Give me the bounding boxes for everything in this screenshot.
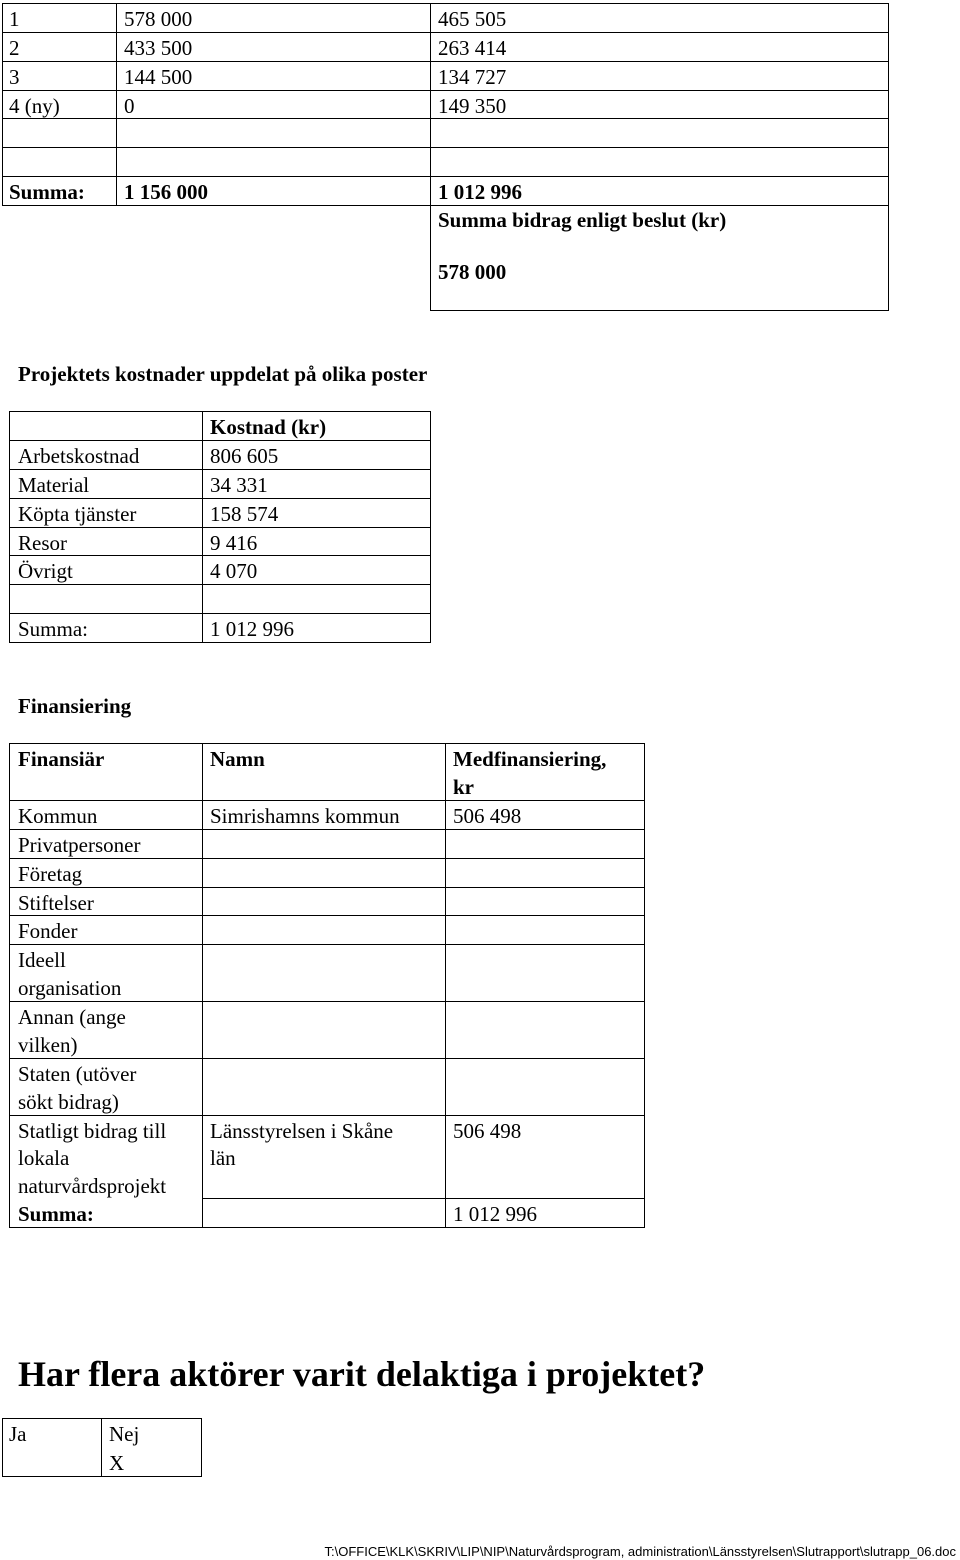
financing-row-name: Simrishamns kommun bbox=[210, 804, 400, 828]
summary-row-label: 3 bbox=[9, 65, 20, 89]
financing-row-financier-cont: naturvårdsprojekt bbox=[18, 1174, 167, 1198]
costs-row-label: Resor bbox=[18, 531, 67, 555]
actors-no-label: Nej bbox=[109, 1422, 140, 1446]
financing-row-financier: Privatpersoner bbox=[18, 833, 141, 857]
summary-row-value: 263 414 bbox=[438, 36, 507, 60]
costs-title: Projektets kostnader uppdelat på olika poster bbox=[18, 362, 428, 386]
costs-row-value: 158 574 bbox=[210, 502, 279, 526]
financing-row-financier-cont: lokala bbox=[18, 1146, 70, 1170]
financing-row-amount: 506 498 bbox=[453, 1119, 522, 1143]
costs-row-value: 9 416 bbox=[210, 531, 258, 555]
summary-row-label: 1 bbox=[9, 7, 20, 31]
summary-row-label: 4 (ny) bbox=[9, 94, 60, 118]
summary-row-value: 134 727 bbox=[438, 65, 507, 89]
summary-row-value: 149 350 bbox=[438, 94, 507, 118]
summary-total-value: 1 156 000 bbox=[124, 180, 208, 204]
summary-row-label: 2 bbox=[9, 36, 20, 60]
actors-yes-label: Ja bbox=[9, 1422, 27, 1446]
costs-row-label: Övrigt bbox=[18, 559, 73, 583]
financing-header-amount-unit: kr bbox=[453, 775, 474, 799]
summary-row-value: 433 500 bbox=[124, 36, 193, 60]
costs-row-value: 4 070 bbox=[210, 559, 258, 583]
summary-row-value: 465 505 bbox=[438, 7, 507, 31]
summary-total-label: Summa: bbox=[9, 180, 85, 204]
financing-row-financier-cont: organisation bbox=[18, 976, 122, 1000]
financing-row-amount: 506 498 bbox=[453, 804, 522, 828]
costs-row-label: Arbetskostnad bbox=[18, 444, 140, 468]
financing-row-financier: Annan (ange bbox=[18, 1005, 126, 1029]
financing-row-financier: Staten (utöver bbox=[18, 1062, 137, 1086]
financing-row-financier: Fonder bbox=[18, 919, 78, 943]
financing-header-name: Namn bbox=[210, 747, 265, 771]
financing-row-financier-cont: vilken) bbox=[18, 1033, 78, 1057]
costs-header: Kostnad (kr) bbox=[210, 415, 327, 439]
actors-question: Har flera aktörer varit delaktiga i projektet? bbox=[18, 1354, 706, 1394]
costs-row-label: Material bbox=[18, 473, 90, 497]
financing-total-amount: 1 012 996 bbox=[453, 1202, 537, 1226]
summary-row-value: 144 500 bbox=[124, 65, 193, 89]
financing-row-financier: Stiftelser bbox=[18, 891, 94, 915]
financing-row-name: Länsstyrelsen i Skåne bbox=[210, 1119, 394, 1143]
financing-row-financier: Företag bbox=[18, 862, 83, 886]
financing-header-financier: Finansiär bbox=[18, 747, 105, 771]
financing-row-name-cont: län bbox=[210, 1146, 236, 1170]
costs-row-label: Köpta tjänster bbox=[18, 502, 137, 526]
decision-label: Summa bidrag enligt beslut (kr) bbox=[438, 208, 727, 232]
financing-row-financier: Statligt bidrag till bbox=[18, 1119, 167, 1143]
footer-file-path: T:\OFFICE\KLK\SKRIV\LIP\NIP\Naturvårdsprogram, administration\Länsstyrelsen\Slutrapport\slutrapp_06.doc bbox=[324, 1544, 956, 1559]
summary-row-value: 0 bbox=[124, 94, 135, 118]
summary-row-value: 578 000 bbox=[124, 7, 193, 31]
costs-total-label: Summa: bbox=[18, 617, 89, 641]
costs-row-value: 34 331 bbox=[210, 473, 268, 497]
actors-no-mark: X bbox=[109, 1451, 125, 1475]
costs-row-value: 806 605 bbox=[210, 444, 279, 468]
financing-row-financier: Kommun bbox=[18, 804, 98, 828]
decision-value: 578 000 bbox=[438, 260, 507, 284]
financing-title: Finansiering bbox=[18, 694, 132, 718]
summary-total-value: 1 012 996 bbox=[438, 180, 522, 204]
financing-header-amount: Medfinansiering, bbox=[453, 747, 607, 771]
financing-row-financier: Ideell bbox=[18, 948, 66, 972]
financing-row-financier-cont: sökt bidrag) bbox=[18, 1090, 119, 1114]
costs-total-value: 1 012 996 bbox=[210, 617, 294, 641]
financing-total-label: Summa: bbox=[18, 1202, 94, 1226]
